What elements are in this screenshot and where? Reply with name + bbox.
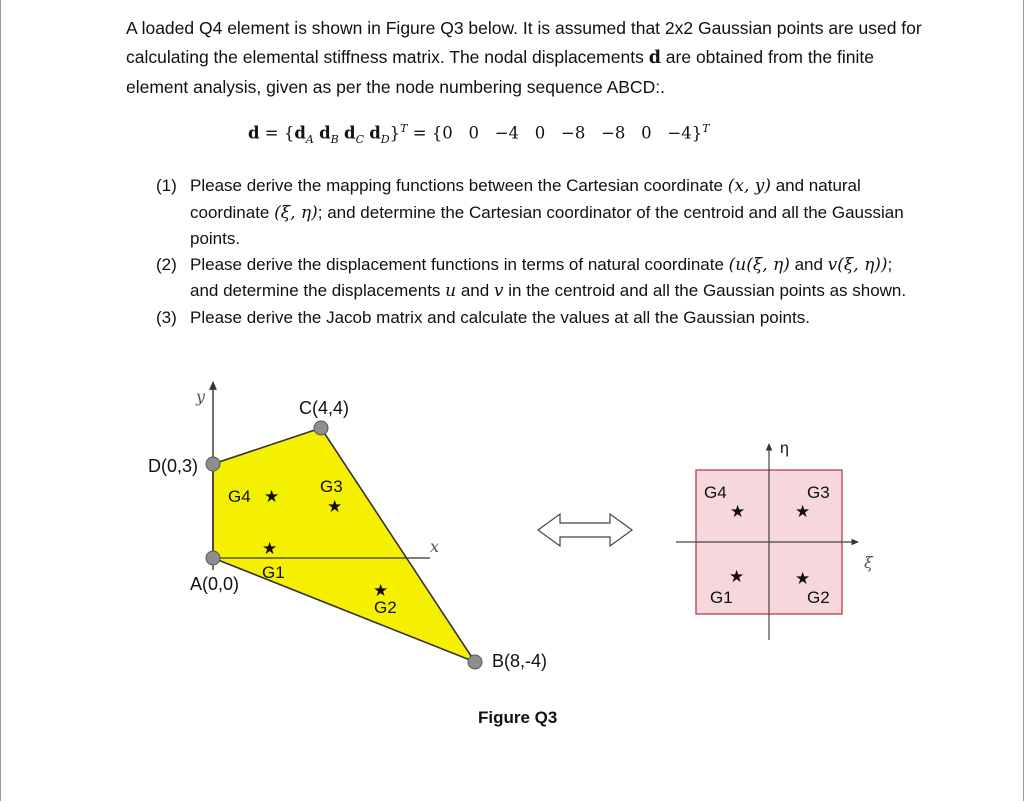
y-axis-label: y [196,387,206,406]
q2-b: and [789,254,828,274]
eq-dd: d [369,123,381,143]
q2-c: ; and determine the displacements [190,254,893,300]
q2-a: Please derive the displacement functions in terms of natural coordinate [190,254,729,274]
eq-open: = { [259,123,295,143]
g1-label-left: G1 [262,563,285,582]
eq-close: } [389,123,401,143]
node-a-label: A(0,0) [190,574,240,594]
question-3-number: (3) [156,307,177,327]
eq-sub-b: B [330,132,339,146]
eq-values: = {0 0 −4 0 −8 −8 0 −4} [407,123,703,143]
g4-label-left: G4 [228,487,251,506]
q2-math-3: u [445,281,457,301]
g1-star-right: ★ [729,567,745,586]
intro-text-2: are obtained from the finite element analysis, given as per the node numbering sequence ABCD:. [126,47,874,97]
q2-math-4: v [493,281,504,301]
question-1-number: (1) [156,176,177,195]
intro-text-1: A loaded Q4 element is shown in Figure Q3 below. It is assumed that 2x2 Gaussian points are used for calculating the elemental stiffness matrix. The nodal displacements [126,18,922,67]
g3-label-right: G3 [807,483,830,502]
eta-label: η [780,440,789,457]
mapping-double-arrow [538,514,632,546]
node-d-label: D(0,3) [148,456,199,476]
eq-sub-a: A [305,132,314,146]
g3-label-left: G3 [320,477,343,496]
q1-b: and natural coordinate [190,176,861,222]
g4-star-right: ★ [730,502,746,521]
x-axis-label: x [430,537,440,556]
eq-da: d [294,123,306,143]
g1-label-right: G1 [710,588,733,607]
q1-c: ; and determine the Cartesian coordinator of the centroid and all the Gaussian points. [190,202,904,248]
q2-e: in the centroid and all the Gaussian points as shown. [503,281,907,300]
node-b-label: B(8,-4) [492,651,548,671]
eq-dc: d [344,123,356,143]
g2-star-left: ★ [373,581,389,600]
g4-label-right: G4 [704,483,727,502]
g3-star-left: ★ [327,497,343,516]
q2-math-2: v(ξ, η)) [827,254,888,275]
node-b-marker [468,655,482,669]
question-3-text: Please derive the Jacob matrix and calculate the values at all the Gaussian points. [190,307,810,327]
g1-star-left: ★ [262,539,278,558]
xi-label: ξ [864,553,873,572]
figure-caption: Figure Q3 [478,708,558,727]
q1-math-2: (ξ, η) [274,202,318,223]
g2-star-right: ★ [795,569,811,588]
intro-bold-d: d [648,48,661,68]
g3-star-right: ★ [795,502,811,521]
node-c-marker [314,421,328,435]
node-d-marker [206,457,220,471]
q1-a: Please derive the mapping functions between the Cartesian coordinate [190,176,728,195]
eq-sub-d: D [380,132,390,146]
eq-sup-2: T [702,122,710,135]
eq-db: d [319,123,331,143]
eq-sup-1: T [400,122,408,135]
question-2-number: (2) [156,254,177,274]
eq-sub-c: C [355,132,364,146]
g2-label-right: G2 [807,588,830,607]
node-a-marker [206,551,220,565]
g4-star-left: ★ [264,487,280,506]
q2-d: and [456,281,494,300]
eq-lhs: d [248,123,260,143]
node-c-label: C(4,4) [299,398,350,418]
q2-math-1: (u(ξ, η) [728,254,790,275]
q1-math-1: (x, y) [727,176,771,196]
g2-label-left: G2 [374,598,397,617]
